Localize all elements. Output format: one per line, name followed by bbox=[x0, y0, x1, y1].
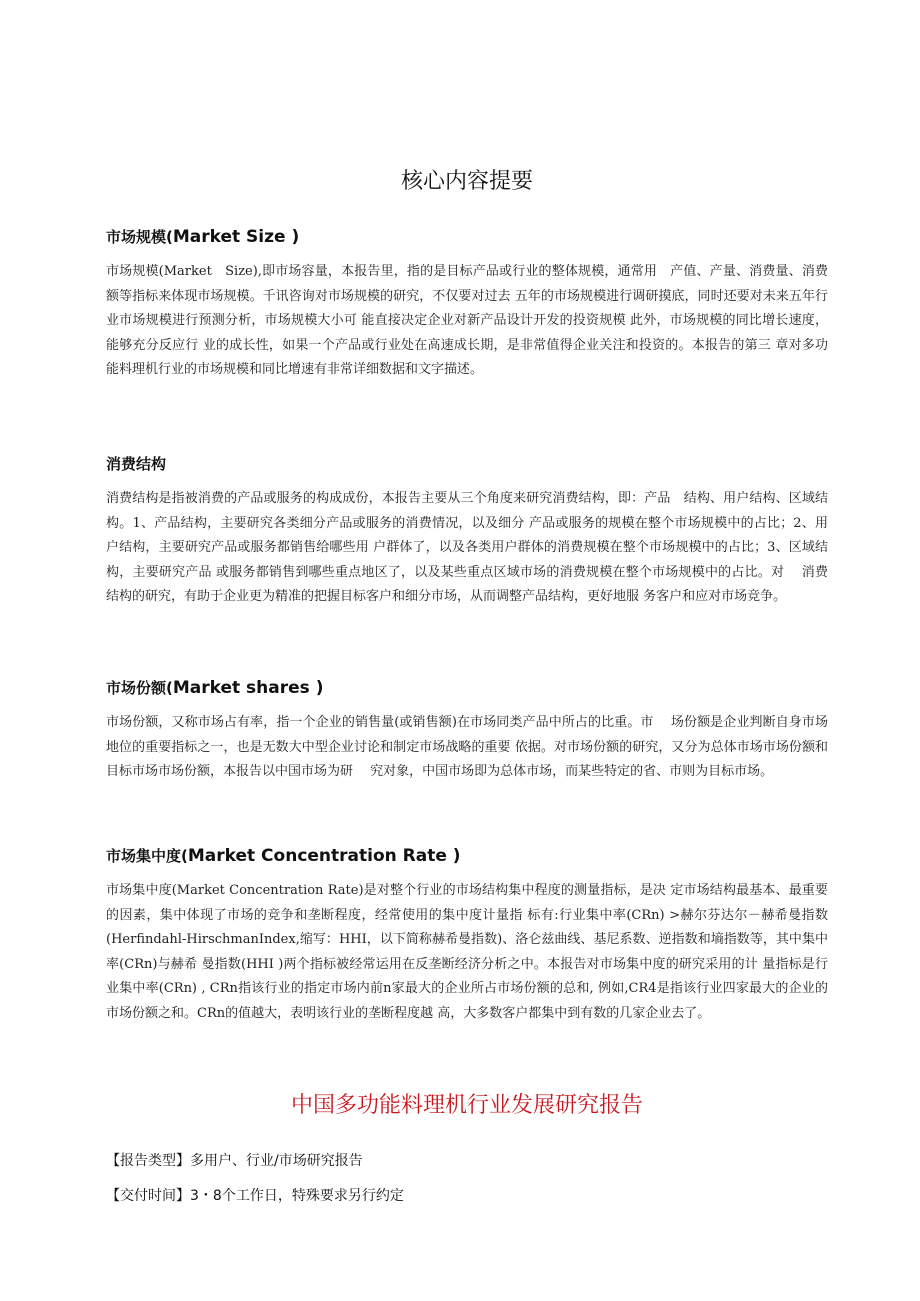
section-market-shares bbox=[106, 677, 828, 785]
section-market-concentration bbox=[106, 845, 828, 1026]
meta-report-type bbox=[106, 1150, 363, 1170]
section-heading bbox=[106, 226, 828, 248]
meta-label: 【报告类型】 bbox=[106, 1153, 190, 1169]
section-consumption-structure bbox=[106, 453, 828, 610]
section-heading bbox=[106, 845, 828, 867]
report-title: 中国多功能料理机行业发展研究报告 bbox=[290, 1093, 643, 1118]
section-market-size bbox=[106, 226, 828, 383]
heading-cn: 消费结构 bbox=[106, 455, 167, 473]
heading-cn: 市场份额( bbox=[106, 679, 173, 697]
section-body: 市场规模(Market Size),即市场容量，本报告里，指的是目标产品或行业的整体规模，通常用 产值、产量、消费量、消费额等指标来体现市场规模。千讯咨询对市场规模的研究，不仅要对过去 五年的市场规模进行调研摸底，同时还要对未来五年行业市场规模进行预测分析，市场规模大小可 能直接决定企业对新产品设计开发的投资规模 此外，市场规模的同比增长速度，能够充分反应行 业的成长性，如果一个产品或行业处在高速成长期，是非常值得企业关注和投资的。本报告的第三 章对多功能料理机行业的市场规模和同比增速有非常详细数据和文字描述。 bbox=[106, 264, 828, 377]
meta-delivery-time bbox=[106, 1185, 404, 1205]
meta-value: 多用户、行业/市场研究报告 bbox=[190, 1153, 363, 1169]
heading-en: Market Concentration Rate ) bbox=[187, 846, 461, 866]
section-body: 市场份额，又称市场占有率，指一个企业的销售量(或销售额)在市场同类产品中所占的比重。市 场份额是企业判断自身市场地位的重要指标之一，也是无数大中型企业讨论和制定市场战略的重要 依据。对市场份额的研究，又分为总体市场市场份额和目标市场市场份额，本报告以中国市场为研 究对象，中国市场即为总体市场，而某些特定的省、市则为目标市场。 bbox=[106, 715, 828, 779]
section-body: 市场集中度(Market Concentration Rate)是对整个行业的市场结构集中程度的测量指标，是决 定市场结构最基本、最重要的因素，集中体现了市场的竞争和垄断程度，经常使用的集中度计量指 标有:行业集中率(CRn) >赫尔芬达尔－赫希曼指数(Herfindahl-HirschmanIndex,缩写：HHI，以下简称赫希曼指数)、洛仑兹曲线、基尼系数、逆指数和墒指数等，其中集中率(CRn)与赫希 曼指数(HHI )两个指标被经常运用在反垄断经济分析之中。本报告对市场集中度的研究采用的计 量指标是行业集中率(CRn) , CRn指该行业的指定市场内前n家最大的企业所占市场份额的总和, 例如,CR4是指该行业四家最大的企业的市场份额之和。CRn的值越大，表明该行业的垄断程度越 高，大多数客户都集中到有数的几家企业去了。 bbox=[106, 883, 828, 1021]
heading-en: Market Size ) bbox=[172, 227, 300, 247]
heading-cn: 市场集中度( bbox=[106, 847, 188, 865]
heading-cn: 市场规模( bbox=[106, 228, 173, 246]
heading-en: Market shares ) bbox=[172, 678, 324, 698]
main-title: 核心内容提要 bbox=[400, 169, 533, 194]
section-heading bbox=[106, 677, 828, 699]
section-heading bbox=[106, 453, 828, 475]
section-body: 消费结构是指被消费的产品或服务的构成成份，本报告主要从三个角度来研究消费结构，即：产品 结构、用户结构、区域结构。1、产品结构，主要研究各类细分产品或服务的消费情况，以及细分 产品或服务的规模在整个市场规模中的占比；2、用户结构，主要研究产品或服务都销售给哪些用 户群体了，以及各类用户群体的消费规模在整个市场规模中的占比；3、区域结构，主要研究产品 或服务都销售到哪些重点地区了，以及某些重点区域市场的消费规模在整个市场规模中的占比。对 消费结构的研究，有助于企业更为精准的把握目标客户和细分市场，从而调整产品结构，更好地服 务客户和应对市场竞争。 bbox=[106, 491, 828, 604]
meta-value: 3・8个工作日，特殊要求另行约定 bbox=[190, 1188, 404, 1204]
meta-label: 【交付时间】 bbox=[106, 1188, 190, 1204]
